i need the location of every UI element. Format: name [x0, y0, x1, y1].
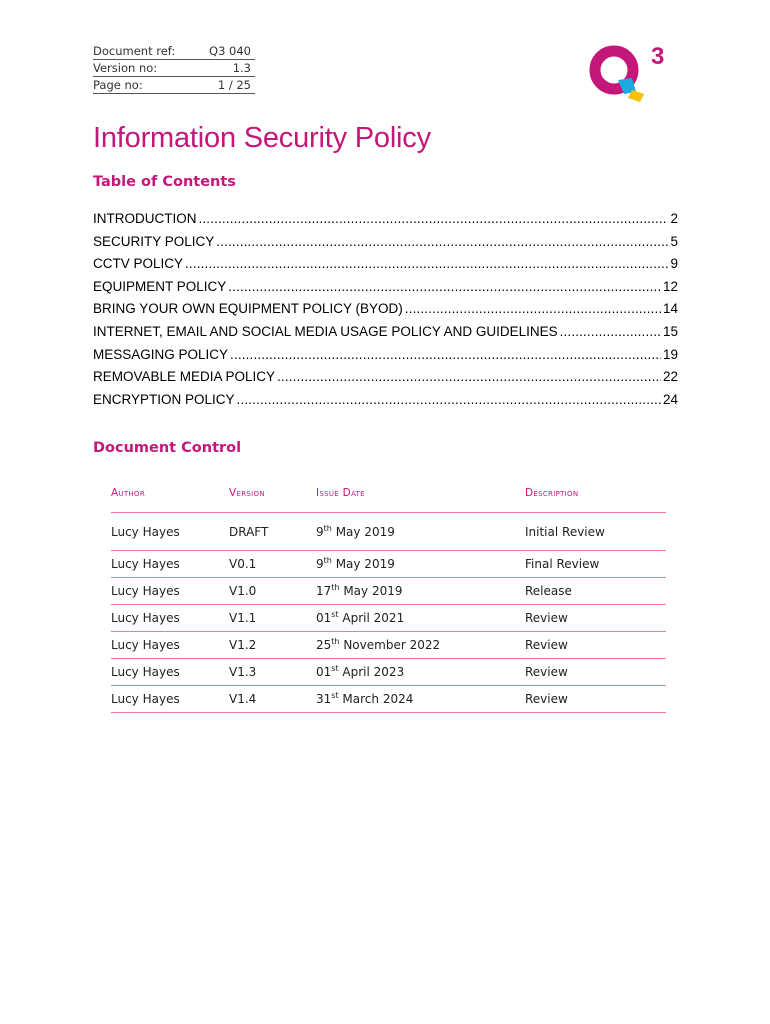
meta-value: Q3 040 — [209, 44, 251, 58]
issue-date-cell — [316, 525, 525, 539]
toc-entry[interactable] — [93, 389, 678, 412]
toc-leader — [228, 276, 661, 299]
table-row — [111, 513, 666, 551]
toc-leader — [560, 321, 661, 344]
toc-entry-label: ENCRYPTION POLICY — [93, 391, 235, 407]
toc-entry-page: 12 — [662, 278, 678, 294]
document-control-heading: Document Control — [93, 440, 242, 456]
column-header-author: Author — [111, 487, 146, 499]
toc-entry-page: 2 — [670, 211, 678, 226]
issue-date-cell — [316, 584, 525, 598]
toc-entry[interactable] — [93, 253, 678, 276]
description-cell: Review — [525, 611, 568, 625]
date-day: 31 — [316, 692, 332, 706]
version-cell: V1.3 — [229, 665, 257, 679]
author-cell: Lucy Hayes — [111, 611, 180, 625]
author-cell: Lucy Hayes — [111, 692, 180, 706]
date-suffix: th — [323, 523, 332, 533]
description-cell: Review — [525, 638, 568, 652]
column-header-issue-date: Issue Date — [316, 487, 365, 499]
document-meta — [93, 43, 255, 94]
toc-leader — [277, 366, 661, 389]
date-rest: May 2019 — [335, 557, 395, 571]
meta-row-version — [93, 60, 255, 77]
toc-entry-page: 19 — [662, 346, 678, 362]
toc-entry-page: 15 — [662, 323, 678, 339]
toc-entry[interactable] — [93, 366, 678, 389]
toc-leader — [185, 253, 668, 276]
table-row — [111, 551, 666, 578]
table-row — [111, 632, 666, 659]
toc-leader — [237, 389, 661, 412]
version-cell: V1.1 — [229, 611, 257, 625]
description-cell: Initial Review — [525, 524, 605, 539]
toc-entry[interactable] — [93, 231, 678, 254]
author-cell: Lucy Hayes — [111, 524, 180, 539]
toc-entry[interactable] — [93, 298, 678, 321]
date-suffix: th — [331, 637, 340, 646]
date-day: 01 — [316, 611, 332, 625]
description-cell: Release — [525, 584, 572, 598]
date-rest: May 2019 — [343, 584, 403, 598]
toc-entry-page: 9 — [670, 256, 678, 272]
meta-row-doc-ref — [93, 43, 255, 60]
toc-entry[interactable] — [93, 344, 678, 367]
meta-key: Page no: — [93, 78, 143, 92]
issue-date-cell — [316, 611, 525, 625]
table-row — [111, 686, 666, 713]
meta-row-page — [93, 77, 255, 94]
issue-date-cell — [316, 557, 525, 571]
description-cell: Review — [525, 692, 568, 706]
meta-value: 1.3 — [232, 61, 251, 75]
table-body — [111, 513, 666, 713]
version-cell: V1.4 — [229, 692, 257, 706]
table-row — [111, 659, 666, 686]
toc-entry-label: SECURITY POLICY — [93, 233, 215, 249]
toc-entry-label: EQUIPMENT POLICY — [93, 278, 227, 294]
date-suffix: st — [331, 610, 339, 619]
issue-date-cell — [316, 638, 525, 652]
date-day: 25 — [316, 638, 332, 652]
table-header — [111, 474, 666, 513]
toc-entry-label: INTERNET, EMAIL AND SOCIAL MEDIA USAGE POLICY AND GUIDELINES — [93, 323, 558, 339]
toc-heading: Table of Contents — [93, 174, 236, 190]
meta-key: Document ref: — [93, 44, 176, 58]
author-cell: Lucy Hayes — [111, 557, 180, 571]
date-rest: May 2019 — [335, 524, 395, 539]
meta-value: 1 / 25 — [217, 78, 251, 92]
document-control-table — [111, 474, 666, 713]
author-cell: Lucy Hayes — [111, 638, 180, 652]
date-day: 9 — [316, 524, 324, 539]
toc-leader — [216, 231, 668, 254]
date-suffix: st — [331, 691, 339, 700]
author-cell: Lucy Hayes — [111, 665, 180, 679]
date-day: 01 — [316, 665, 332, 679]
version-cell: V1.0 — [229, 584, 257, 598]
date-suffix: th — [323, 556, 332, 565]
toc-entry[interactable] — [93, 276, 678, 299]
toc-entry-label: REMOVABLE MEDIA POLICY — [93, 369, 276, 385]
toc-leader — [230, 344, 661, 367]
author-cell: Lucy Hayes — [111, 584, 180, 598]
date-rest: March 2024 — [342, 692, 414, 706]
toc-leader — [405, 298, 661, 321]
date-suffix: st — [331, 664, 339, 673]
toc-leader — [199, 208, 669, 231]
toc-entry-page: 24 — [662, 391, 678, 407]
toc-entry-label: INTRODUCTION — [93, 211, 197, 226]
toc-entry-label: CCTV POLICY — [93, 256, 184, 272]
meta-key: Version no: — [93, 61, 158, 75]
version-cell: V1.2 — [229, 638, 257, 652]
date-rest: April 2021 — [342, 611, 405, 625]
column-header-description: Description — [525, 487, 579, 499]
issue-date-cell — [316, 692, 525, 706]
table-of-contents — [93, 208, 678, 411]
page-title: Information Security Policy — [93, 122, 431, 154]
table-row — [111, 578, 666, 605]
q3-logo — [588, 40, 678, 104]
date-rest: November 2022 — [343, 638, 441, 652]
date-day: 17 — [316, 584, 332, 598]
date-rest: April 2023 — [342, 665, 405, 679]
date-suffix: th — [331, 583, 340, 592]
date-day: 9 — [316, 557, 324, 571]
table-row — [111, 605, 666, 632]
toc-entry-page: 5 — [670, 233, 678, 249]
toc-entry-label: BRING YOUR OWN EQUIPMENT POLICY (BYOD) — [93, 301, 403, 317]
toc-entry-label: MESSAGING POLICY — [93, 346, 229, 362]
toc-entry[interactable] — [93, 208, 678, 231]
issue-date-cell — [316, 665, 525, 679]
description-cell: Review — [525, 665, 568, 679]
version-cell: DRAFT — [229, 524, 269, 539]
toc-entry-page: 14 — [662, 301, 678, 317]
description-cell: Final Review — [525, 557, 600, 571]
column-header-version: Version — [229, 487, 265, 499]
toc-entry-page: 22 — [662, 369, 678, 385]
svg-text:3: 3 — [651, 43, 665, 70]
version-cell: V0.1 — [229, 557, 257, 571]
toc-entry[interactable] — [93, 321, 678, 344]
